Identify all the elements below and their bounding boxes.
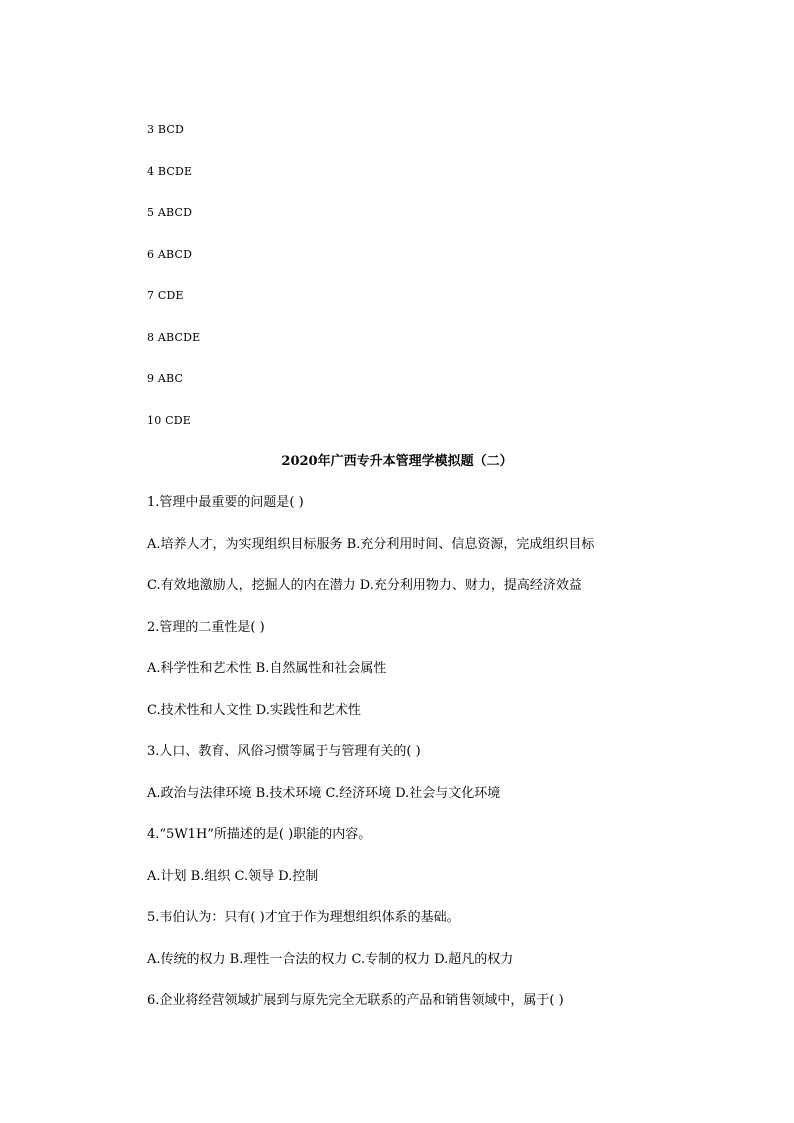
question-option: C.有效地激励人，挖掘人的内在潜力 D.充分利用物力、财力，提高经济效益 (147, 578, 582, 593)
question-option: A.培养人才，为实现组织目标服务 B.充分利用时间、信息资源，完成组织目标 (147, 537, 595, 552)
answer-line: 3 BCD (147, 123, 185, 136)
answer-line: 10 CDE (147, 414, 191, 427)
question-stem: 2.管理的二重性是( ) (147, 620, 265, 635)
question-option: A.政治与法律环境 B.技术环境 C.经济环境 D.社会与文化环境 (147, 786, 501, 801)
question-stem: 3.人口、教育、风俗习惯等属于与管理有关的( ) (147, 744, 421, 759)
answer-line: 8 ABCDE (147, 331, 201, 344)
answer-line: 9 ABC (147, 372, 184, 385)
question-option: C.技术性和人文性 D.实践性和艺术性 (147, 703, 361, 718)
question-stem: 6.企业将经营领域扩展到与原先完全无联系的产品和销售领域中，属于( ) (147, 993, 564, 1008)
section-title: 2020年广西专升本管理学模拟题（二） (281, 454, 513, 469)
answer-line: 6 ABCD (147, 248, 193, 261)
question-option: A.科学性和艺术性 B.自然属性和社会属性 (147, 661, 387, 676)
question-stem: 4.“5W1H”所描述的是( )职能的内容。 (147, 827, 372, 842)
question-stem: 1.管理中最重要的问题是( ) (147, 495, 304, 510)
question-option: A.计划 B.组织 C.领导 D.控制 (147, 869, 319, 884)
answer-line: 5 ABCD (147, 206, 193, 219)
answer-line: 7 CDE (147, 289, 184, 302)
question-option: A.传统的权力 B.理性一合法的权力 C.专制的权力 D.超凡的权力 (147, 952, 514, 967)
question-stem: 5.韦伯认为：只有( )才宜于作为理想组织体系的基础。 (147, 910, 460, 925)
answer-line: 4 BCDE (147, 165, 193, 178)
